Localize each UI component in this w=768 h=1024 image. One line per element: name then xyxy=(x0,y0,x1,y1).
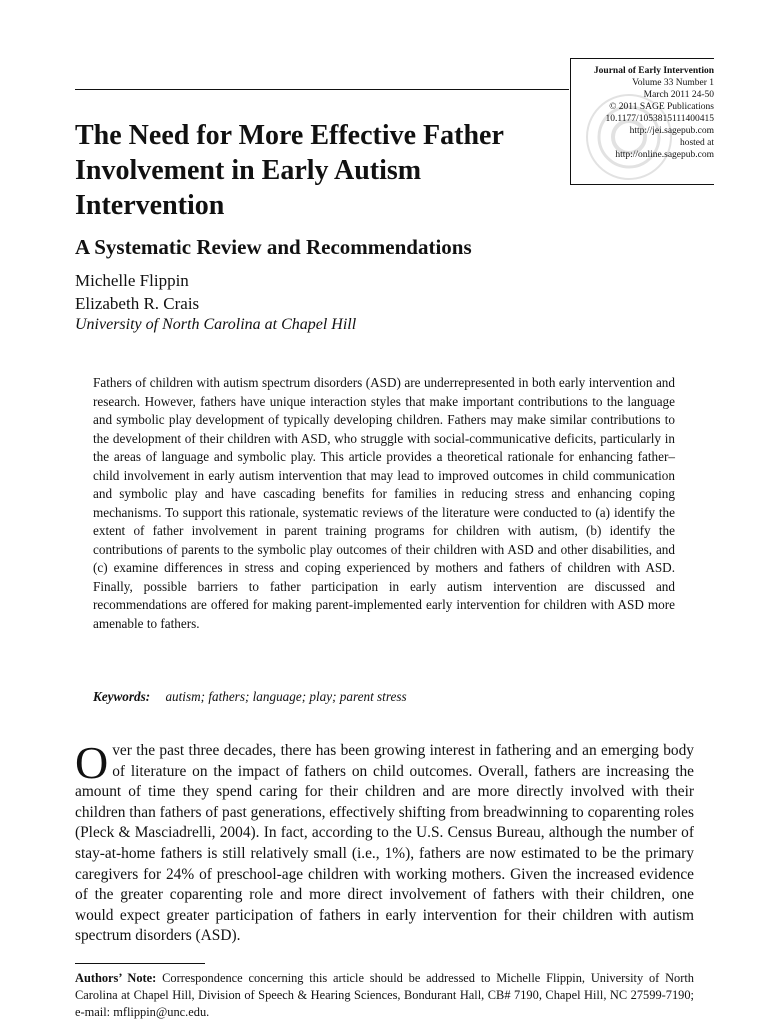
journal-date-pages: March 2011 24-50 xyxy=(643,90,714,100)
article-title: The Need for More Effective Father Involvement in Early Autism Intervention xyxy=(75,120,504,221)
journal-volume: Volume 33 Number 1 xyxy=(632,78,714,88)
journal-meta xyxy=(594,65,714,161)
authors-note-text: Correspondence concerning this article should be addressed to Michelle Flippin, University of North Carolina at Chapel Hill, Division of Speech & Hearing Sciences, Bondurant Hall, CB# 7190, Chapel Hill, NC 27599-7190; e-mail: mflippin@unc.edu. xyxy=(75,971,695,1020)
article-subtitle: A Systematic Review and Recommendations xyxy=(75,235,472,259)
journal-info-box xyxy=(570,58,714,185)
body-text: ver the past three decades, there has been growing interest in fathering and an emerging body of literature on the impact of fathers on child outcomes. Overall, fathers are increasing the amount of time they spend caring for their children and are more directly involved with their children than fathers of past generations, effectively shifting from breadwinning to coparenting roles (Pleck & Masciadrelli, 2004). In fact, according to the U.S. Census Bureau, although the number of stay-at-home fathers is still relatively small (i.e., 1%), fathers are now estimated to be the primary caregivers for 24% of preschool-age children with working mothers. Given the increased evidence of the greater coparenting role and more direct involvement of fathers with their children, one would expect greater participation of fathers in early intervention for their children with autism spectrum disorders (ASD). xyxy=(75,742,694,945)
journal-host-url[interactable]: http://online.sagepub.com xyxy=(615,150,714,160)
header-rule xyxy=(75,89,569,90)
author-name: Elizabeth R. Crais xyxy=(75,294,200,313)
author-affiliation: University of North Carolina at Chapel Hill xyxy=(75,316,357,333)
journal-doi: 10.1177/1053815111400415 xyxy=(605,114,714,124)
journal-name: Journal of Early Intervention xyxy=(593,66,714,76)
footnote-rule xyxy=(75,963,205,964)
journal-copyright: © 2011 SAGE Publications xyxy=(609,102,714,112)
drop-cap: O xyxy=(75,737,109,788)
abstract: Fathers of children with autism spectrum disorders (ASD) are underrepresented in both early intervention and research. However, fathers have unique interaction styles that make important contributions to the language and symbolic play development of typically developing children. Fathers may make similar contributions to the development of their children with ASD, who struggle with social-communicative deficits, particularly in the areas of language and symbolic play. This article provides a theoretical rationale for enhancing father–child involvement in early autism intervention that may lead to improved outcomes in child communication and symbolic play and have cascading benefits for families in reducing stress and enhancing coping mechanisms. To support this rationale, systematic reviews of the literature were conducted to (a) identify the extent of father involvement in parent training programs for children with autism, (b) identify the contributions of parents to the symbolic play outcomes of their children with ASD and other disabilities, and (c) examine differences in stress and coping experienced by mothers and fathers of children with ASD. Finally, possible barriers to father participation in early autism intervention are discussed and recommendations are offered for making parent-implemented early intervention for children with ASD more amenable to fathers. xyxy=(93,375,675,631)
body-paragraph xyxy=(75,737,694,947)
keywords xyxy=(93,688,407,706)
journal-url[interactable]: http://jei.sagepub.com xyxy=(629,126,714,136)
keywords-list: autism; fathers; language; play; parent stress xyxy=(165,689,407,704)
keywords-label: Keywords: xyxy=(93,689,151,704)
authors-note xyxy=(75,970,694,1022)
authors-note-label: Authors’ Note: xyxy=(75,971,157,985)
author-name: Michelle Flippin xyxy=(75,271,189,290)
journal-hosted-at: hosted at xyxy=(679,138,714,148)
